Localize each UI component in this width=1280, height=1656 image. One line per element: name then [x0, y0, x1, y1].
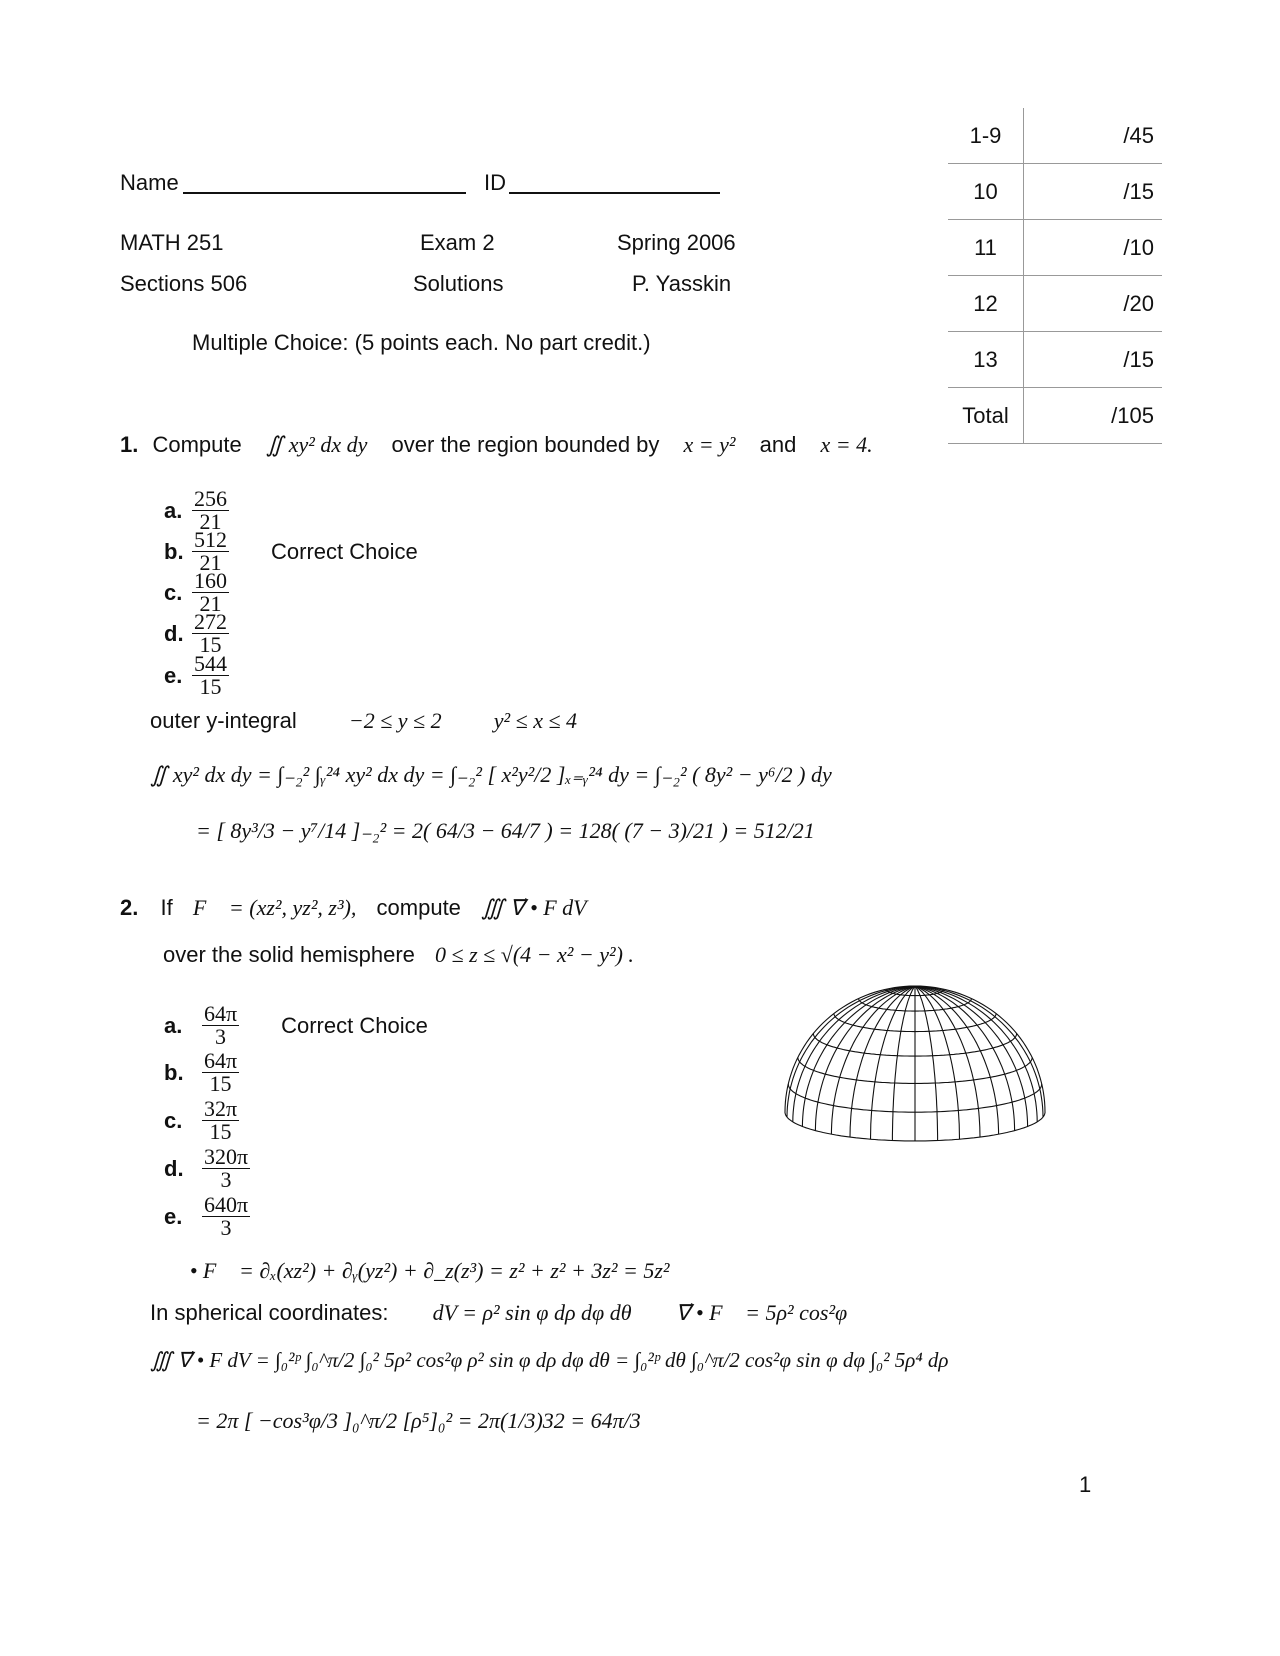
fraction-denominator: 3 [220, 1167, 232, 1192]
score-points: /105 [1024, 388, 1163, 444]
score-row [948, 108, 1162, 164]
solution-text: In spherical coordinates: [150, 1300, 389, 1325]
course-name: MATH 251 [120, 230, 224, 255]
score-label: Total [948, 388, 1024, 444]
fraction-denominator: 3 [215, 1024, 227, 1049]
score-points: /15 [1024, 332, 1163, 388]
choice-letter: d. [164, 620, 184, 646]
score-label: 1-9 [948, 108, 1024, 164]
hemisphere-longitude-line [793, 986, 915, 1122]
page-number: 1 [1079, 1472, 1092, 1497]
question-text: over the region bounded by [391, 432, 660, 457]
choice-letter: c. [164, 1107, 183, 1133]
score-row [948, 164, 1162, 220]
choice-a[interactable] [164, 1003, 428, 1048]
question-number: 2. [120, 895, 139, 920]
correct-choice-label: Correct Choice [281, 1012, 428, 1038]
choice-b[interactable] [164, 1050, 239, 1095]
question-2-region [163, 942, 634, 968]
solution-math: dV = ρ² sin φ dρ dφ dθ [432, 1300, 632, 1325]
solution-math: ∇⃗ • F⃗ = 5ρ² cos²φ [675, 1300, 848, 1325]
score-label: 10 [948, 164, 1024, 220]
question-number: 1. [120, 432, 139, 457]
fraction-numerator: 32π [204, 1096, 238, 1121]
hemisphere-illustration [770, 962, 1060, 1162]
id-field-line[interactable] [509, 192, 720, 194]
fraction-numerator: 544 [194, 651, 227, 676]
score-points: /20 [1024, 276, 1163, 332]
choice-c[interactable] [164, 1098, 239, 1143]
score-points: /45 [1024, 108, 1163, 164]
name-label: Name [120, 170, 179, 195]
hemisphere-longitude-line [815, 986, 915, 1131]
fraction-numerator: 64π [204, 1001, 238, 1026]
curve-expression: x = 4. [820, 432, 873, 457]
choice-letter: d. [164, 1155, 184, 1181]
score-points: /10 [1024, 220, 1163, 276]
choice-letter: b. [164, 1059, 184, 1085]
fraction-denominator: 21 [199, 591, 222, 616]
instructor: P. Yasskin [632, 271, 732, 296]
hemisphere-longitude-line [915, 986, 1037, 1122]
fraction-numerator: 160 [194, 568, 227, 593]
solution-1-setup [150, 708, 577, 734]
score-label: 11 [948, 220, 1024, 276]
multiple-choice-note: Multiple Choice: (5 points each. No part credit.) [192, 330, 651, 355]
id-label: ID [484, 170, 506, 195]
score-table [948, 108, 1162, 444]
solution-2-line-4: = 2π [ −cos³φ/3 ]₀^π/2 [ρ⁵]₀² = 2π(1/3)32 = 64π/3 [196, 1408, 641, 1433]
fraction-denominator: 15 [209, 1119, 232, 1144]
question-text: compute [376, 895, 461, 920]
integral-expression: ∬ xy² dx dy [265, 432, 368, 457]
solution-2-line-3: ∭ ∇⃗ • F dV = ∫₀²ᵖ ∫₀^π/2 ∫₀² 5ρ² cos²φ ρ² sin φ dρ dφ dθ = ∫₀²ᵖ dθ ∫₀^π/2 cos²φ sin φ dφ ∫₀² 5ρ⁴ dρ [150, 1348, 949, 1372]
fraction-numerator: 272 [194, 609, 227, 634]
question-text: and [759, 432, 797, 457]
solution-1-line-2: = [ 8y³/3 − y⁷/14 ]₋₂² = 2( 64/3 − 64/7 ) = 128( (7 − 3)/21 ) = 512/21 [196, 818, 815, 843]
solution-2-spherical [150, 1300, 847, 1326]
solution-2-divergence: ∇⃗ • F⃗ = ∂ₓ(xz²) + ∂ᵧ(yz²) + ∂_z(z³) = z² + z² + 3z² = 5z² [150, 1258, 670, 1283]
fraction-denominator: 15 [199, 674, 222, 699]
choice-d[interactable] [164, 1146, 250, 1191]
hemisphere-longitude-line [915, 986, 1015, 1131]
score-row [948, 332, 1162, 388]
name-field-line[interactable] [183, 192, 466, 194]
sections: Sections 506 [120, 271, 248, 296]
choice-e[interactable] [164, 653, 229, 698]
question-text: If [160, 895, 173, 920]
choice-letter: a. [164, 1012, 183, 1038]
vector-field-expression: F⃗ = (xz², yz², z³), [192, 895, 357, 920]
fraction-numerator: 640π [204, 1192, 249, 1217]
choice-letter: e. [164, 1203, 183, 1229]
fraction-denominator: 15 [199, 632, 222, 657]
solution-text: outer y-integral [150, 708, 297, 733]
score-row [948, 388, 1162, 444]
region-expression: 0 ≤ z ≤ √(4 − x² − y²) . [435, 942, 634, 967]
exam-title: Exam 2 [420, 230, 495, 255]
fraction-numerator: 320π [204, 1144, 249, 1169]
choice-letter: c. [164, 579, 183, 605]
solution-1-line-1: ∬ xy² dx dy = ∫₋₂² ∫ᵧ²⁴ xy² dx dy = ∫₋₂² [ x²y²/2 ]ₓ₌ᵧ²⁴ dy = ∫₋₂² ( 8y² − y⁶/2 ) dy [150, 762, 832, 787]
choice-letter: a. [164, 497, 183, 523]
fraction-denominator: 21 [199, 550, 222, 575]
solution-math: y² ≤ x ≤ 4 [493, 708, 578, 733]
fraction-numerator: 512 [194, 527, 227, 552]
solutions-label: Solutions [413, 271, 504, 296]
choice-d[interactable] [164, 611, 229, 656]
score-row [948, 276, 1162, 332]
question-1-prompt [120, 432, 873, 458]
choice-e[interactable] [164, 1194, 250, 1239]
fraction-denominator: 3 [220, 1215, 232, 1240]
fraction-numerator: 256 [194, 486, 227, 511]
integral-expression: ∭ ∇⃗ • F dV [481, 895, 587, 920]
question-text: over the solid hemisphere [163, 942, 415, 967]
curve-expression: x = y² [683, 432, 736, 457]
correct-choice-label: Correct Choice [271, 538, 418, 564]
score-label: 12 [948, 276, 1024, 332]
fraction-denominator: 21 [199, 509, 222, 534]
choice-letter: b. [164, 538, 184, 564]
question-2-prompt [120, 895, 587, 921]
score-label: 13 [948, 332, 1024, 388]
fraction-denominator: 15 [209, 1071, 232, 1096]
term: Spring 2006 [617, 230, 736, 255]
score-row [948, 220, 1162, 276]
fraction-numerator: 64π [204, 1048, 238, 1073]
choice-letter: e. [164, 662, 183, 688]
solution-math: −2 ≤ y ≤ 2 [348, 708, 442, 733]
question-text: Compute [152, 432, 242, 457]
score-points: /15 [1024, 164, 1163, 220]
